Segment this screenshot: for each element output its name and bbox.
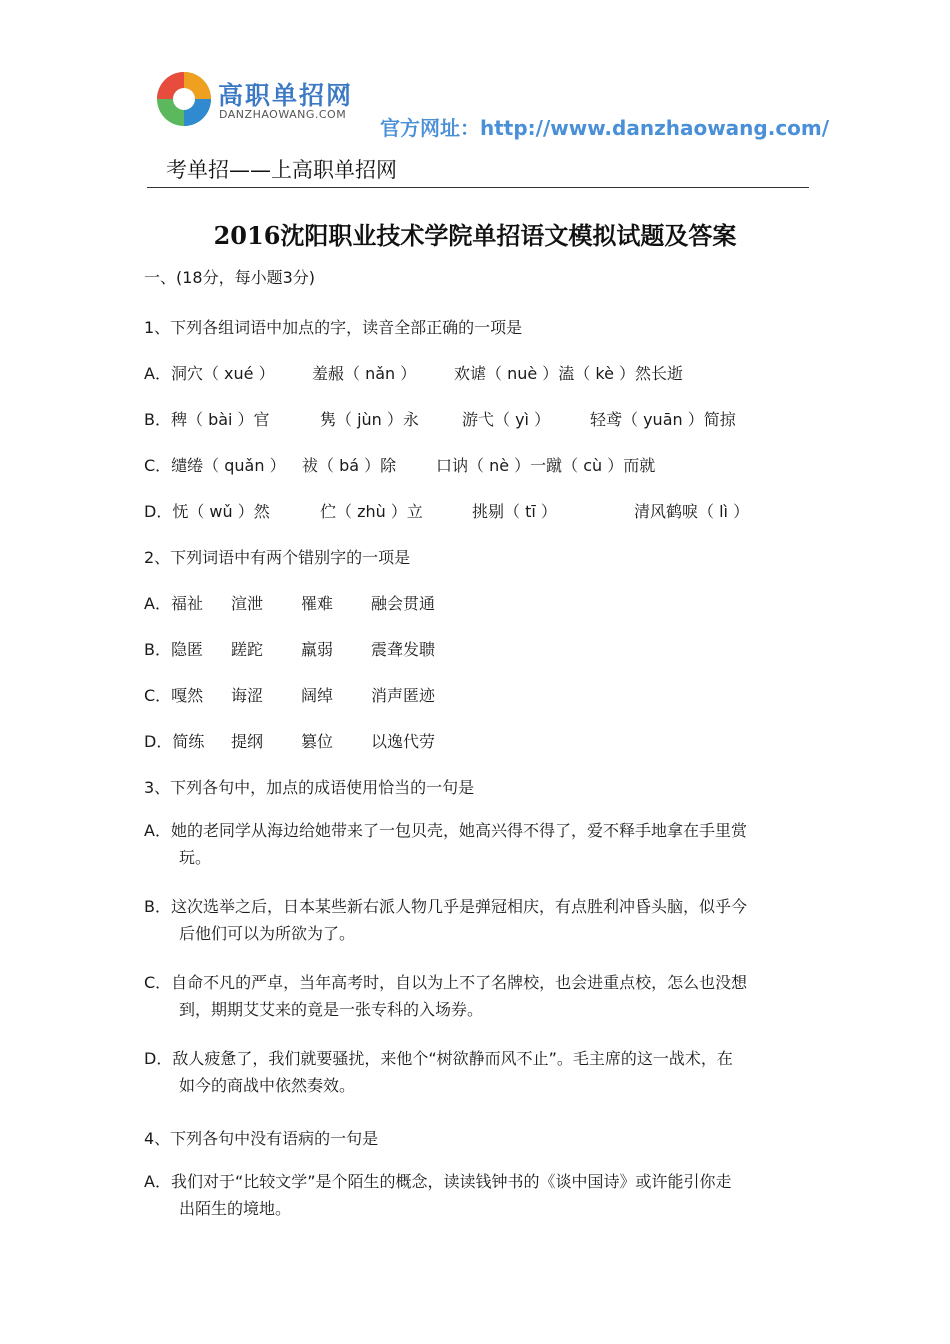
question-3-text: 3、下列各句中，加点的成语使用恰当的一句是 <box>144 778 475 797</box>
option-line-1: A．她的老同学从海边给她带来了一包贝壳，她高兴得不得了，爱不释手地拿在手里赏 <box>144 821 747 840</box>
slogan: 考单招——上高职单招网 <box>166 158 397 182</box>
word-3: 篡位 <box>301 732 334 751</box>
option-line-2: 如今的商战中依然奏效。 <box>179 1076 356 1095</box>
question-4-text: 4、下列各句中没有语病的一句是 <box>144 1129 379 1148</box>
option-c-part-3: 口讷（ nè ）一蹴（ cù ）而就 <box>436 456 656 475</box>
question-4-option-a <box>144 1168 808 1222</box>
option-line-1: A．我们对于“比较文学”是个陌生的概念，读读钱钟书的《谈中国诗》或许能引你走 <box>144 1172 732 1191</box>
word-1: B．隐匿 <box>144 640 203 659</box>
option-d-part-4: 清风鹤唳（ lì ） <box>634 502 750 521</box>
brand-name: 高职单招网 <box>218 81 354 110</box>
brand-domain: DANZHAOWANG.COM <box>219 108 347 121</box>
question-3-option-b <box>144 893 808 947</box>
word-4: 融会贯通 <box>371 594 436 613</box>
option-line-1: C．自命不凡的严卓，当年高考时，自以为上不了名牌校，也会进重点校，怎么也没想 <box>144 973 748 992</box>
question-1-text: 1、下列各组词语中加点的字，读音全部正确的一项是 <box>144 318 523 337</box>
option-line-2: 到，期期艾艾来的竟是一张专科的入场券。 <box>179 1000 484 1019</box>
option-d-part-2: 伫（ zhù ）立 <box>320 502 423 521</box>
option-a-part-3: 欢谑（ nuè ）溘（ kè ）然长逝 <box>454 364 684 383</box>
word-4: 震聋发聩 <box>371 640 436 659</box>
option-line-2: 出陌生的境地。 <box>179 1199 292 1218</box>
word-4: 消声匿迹 <box>371 686 436 705</box>
option-b-part-4: 轻鸢（ yuān ）简掠 <box>590 410 736 429</box>
option-b-part-3: 游弋（ yì ） <box>462 410 551 429</box>
swirl-logo-icon <box>155 70 213 128</box>
option-b-part-1: B．稗（ bài ）官 <box>144 410 270 429</box>
question-3-option-d <box>144 1045 808 1099</box>
site-url-link[interactable]: 官方网址：http://www.danzhaowang.com/ <box>380 116 830 140</box>
header-divider <box>147 187 809 188</box>
word-3: 罹难 <box>301 594 334 613</box>
option-a-part-1: A．洞穴（ xué ） <box>144 364 275 383</box>
document-title: 2016沈阳职业技术学院单招语文模拟试题及答案 <box>213 221 737 250</box>
word-1: A．福祉 <box>144 594 203 613</box>
word-3: 羸弱 <box>301 640 334 659</box>
option-line-2: 后他们可以为所欲为了。 <box>179 924 356 943</box>
word-2: 诲涩 <box>231 686 264 705</box>
word-1: D．简练 <box>144 732 205 751</box>
option-line-1: D．敌人疲惫了，我们就要骚扰，来他个“树欲静而风不止”。毛主席的这一战术，在 <box>144 1049 733 1068</box>
question-3-option-a <box>144 817 808 871</box>
option-c-part-2: 祓（ bá ）除 <box>302 456 397 475</box>
option-c-part-1: C．缱绻（ quǎn ） <box>144 456 286 475</box>
option-line-1: B．这次选举之后，日本某些新右派人物几乎是弹冠相庆，有点胜利冲昏头脑，似乎今 <box>144 897 747 916</box>
option-b-part-2: 隽（ jùn ）永 <box>320 410 419 429</box>
section-1-label: 一、(18分，每小题3分) <box>144 268 316 287</box>
word-2: 提纲 <box>231 732 264 751</box>
question-2-text: 2、下列词语中有两个错别字的一项是 <box>144 548 411 567</box>
word-1: C．嘎然 <box>144 686 204 705</box>
option-d-part-1: D．怃（ wǔ ）然 <box>144 502 270 521</box>
word-2: 蹉跎 <box>231 640 264 659</box>
word-3: 阔绰 <box>301 686 334 705</box>
option-a-part-2: 羞赧（ nǎn ） <box>312 364 417 383</box>
question-3-option-c <box>144 969 808 1023</box>
word-4: 以逸代劳 <box>371 732 436 751</box>
option-line-2: 玩。 <box>179 848 212 867</box>
option-d-part-3: 挑剔（ tī ） <box>472 502 557 521</box>
word-2: 渲泄 <box>231 594 264 613</box>
